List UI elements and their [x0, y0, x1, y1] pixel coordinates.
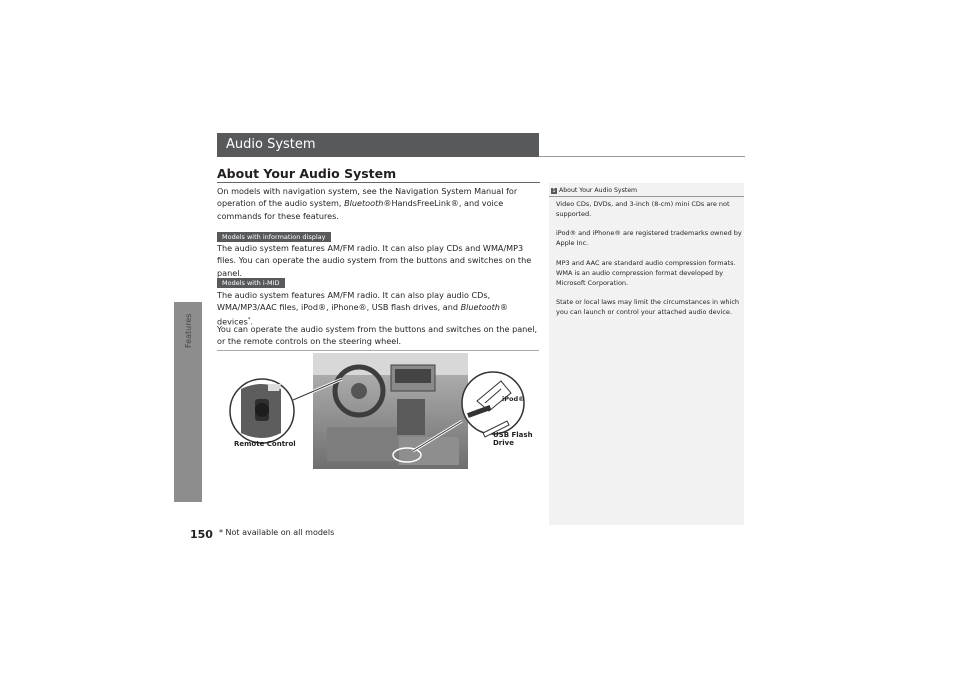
note-paragraph: iPod® and iPhone® are registered trademarks owned by Apple Inc.: [556, 229, 742, 247]
usb-flash-drive-label: USB Flash Drive: [493, 431, 533, 447]
imid-paragraph: The audio system features AM/FM radio. It can also play audio CDs, WMA/MP3/AAC files, iPod®, iPhone®, USB flash drives, and Bluetooth® devices*.: [217, 290, 508, 327]
section-title-rule: [217, 182, 540, 183]
imid-controls-paragraph: You can operate the audio system from the buttons and switches on the panel, or the remote controls on the steering wheel.: [217, 324, 538, 347]
remote-control-label: Remote Control: [234, 440, 296, 448]
section-title: About Your Audio System: [217, 166, 397, 181]
ipod-label: iPod®: [502, 395, 525, 403]
page-number: 150: [190, 528, 213, 541]
info-display-paragraph: The audio system features AM/FM radio. It can also play CDs and WMA/MP3 files. You can operate the audio system from the buttons and switches on the panel.: [217, 243, 532, 278]
note-marker-icon: 1: [552, 188, 556, 194]
footnote-star: *: [247, 316, 251, 323]
bluetooth-term: Bluetooth: [460, 302, 500, 313]
note-paragraph: State or local laws may limit the circumstances in which you can launch or control your attached audio device.: [556, 298, 740, 316]
note-paragraph: MP3 and AAC are standard audio compression formats. WMA is an audio compression format developed by Microsoft Corporation.: [556, 259, 736, 287]
bluetooth-term: Bluetooth: [344, 198, 384, 209]
dashboard-illustration: [217, 350, 539, 469]
side-note-heading: 1 About Your Audio System: [549, 187, 744, 197]
tag-info-display: Models with information display: [217, 232, 331, 242]
chapter-side-label: Features: [184, 313, 193, 348]
note-paragraph: Video CDs, DVDs, and 3-inch (8-cm) mini CDs are not supported.: [556, 200, 730, 218]
tag-imid: Models with i-MID: [217, 278, 285, 288]
intro-paragraph: On models with navigation system, see the Navigation System Manual for operation of the audio system, Bluetooth®HandsFreeLink®, and voice commands for these features.: [217, 186, 518, 221]
page-header-title: Audio System: [217, 133, 539, 157]
header-divider: [539, 156, 745, 157]
footnote: * Not available on all models: [219, 528, 335, 537]
dashboard-illustration-svg: [217, 351, 539, 469]
